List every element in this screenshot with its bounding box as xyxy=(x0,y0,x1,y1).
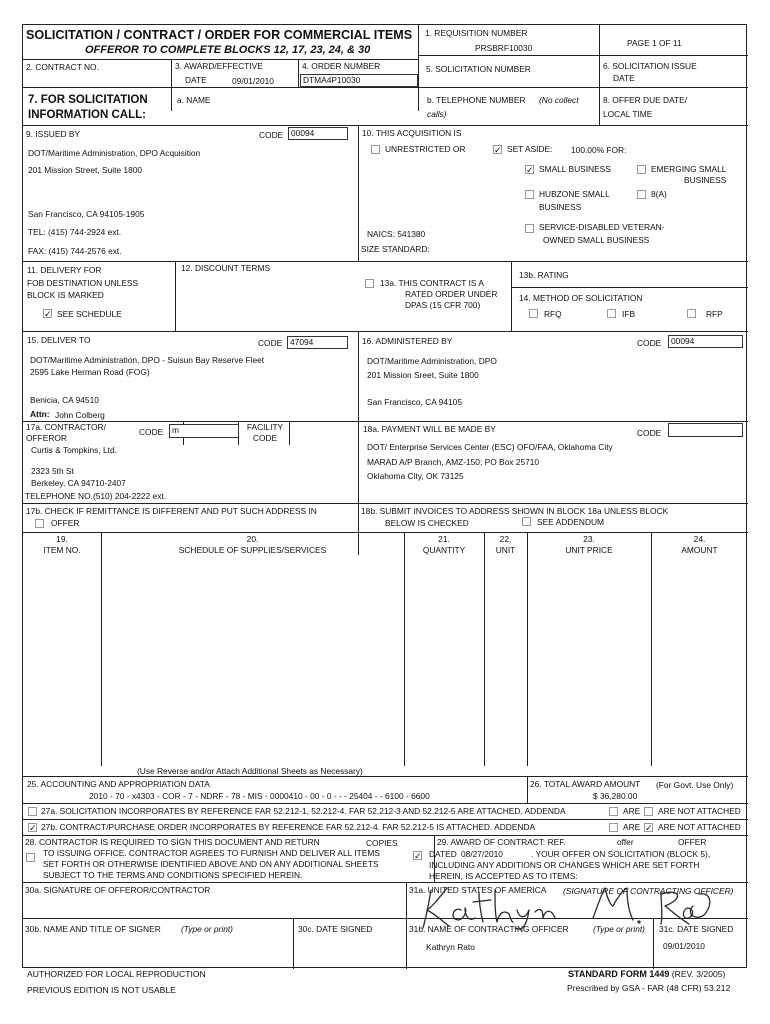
footer-reproduction: AUTHORIZED FOR LOCAL REPRODUCTION xyxy=(27,969,206,979)
eight-a-checkbox[interactable] xyxy=(637,190,646,199)
size-standard: SIZE STANDARD: xyxy=(361,244,430,254)
divider xyxy=(418,55,599,56)
b18b-label: 18b. SUBMIT INVOICES TO ADDRESS SHOWN IN BLOCK 18a UNLESS BLOCK xyxy=(361,506,669,516)
divider xyxy=(527,532,528,766)
b29-line-3: INCLUDING ANY ADDITIONS OR CHANGES WHICH ARE SET FORTH xyxy=(429,860,700,870)
emerging-checkbox[interactable] xyxy=(637,165,646,174)
b16-code-label: CODE xyxy=(637,338,662,348)
admin-address: 201 Mission Sreet, Suite 1800 xyxy=(367,370,479,380)
b13a-label-2: RATED ORDER UNDER xyxy=(405,289,498,299)
divider xyxy=(599,25,600,55)
total-award-amount: $ 36,280.00 xyxy=(593,791,638,801)
issuer-tel: TEL: (415) 744-2924 ext. xyxy=(28,227,122,237)
col19-num: 19. xyxy=(56,534,68,544)
divider xyxy=(23,835,748,836)
issuer-address: 201 Mission Street, Suite 1800 xyxy=(28,165,143,175)
b16-code-field xyxy=(668,335,743,348)
b29-line-2: . YOUR OFFER ON SOLICITATION (BLOCK 5), xyxy=(531,849,711,859)
divider xyxy=(23,776,748,777)
col24-num: 24. xyxy=(693,534,706,544)
addendum-label: SEE ADDENDUM xyxy=(537,517,605,527)
b30c-label: 30c. DATE SIGNED xyxy=(298,924,373,934)
signature-stroke xyxy=(473,892,491,922)
issuer-name: DOT/Maritime Administration, DPO Acquisition xyxy=(28,148,201,158)
divider xyxy=(23,331,748,332)
b27a-label: 27a. SOLICITATION INCORPORATES BY REFERENCE FAR 52.212-1, 52.212-4. FAR 52.212-3 AND 52.212-5 ARE ATTACHED. ADDENDA xyxy=(41,806,566,816)
b12-label: 12. DISCOUNT TERMS xyxy=(181,263,271,273)
b28-line-4: SUBJECT TO THE TERMS AND CONDITIONS SPECIFIED HEREIN. xyxy=(43,870,303,880)
b13a-label-3: DPAS (15 CFR 700) xyxy=(405,300,481,310)
b28-line-3: SET FORTH OR OTHERWISE IDENTIFIED ABOVE AND ON ANY ADDITIONAL SHEETS xyxy=(43,859,379,869)
b18-code-label: CODE xyxy=(637,428,662,438)
signature-stroke xyxy=(638,921,640,923)
b3-date-label: DATE xyxy=(185,75,207,85)
ifb-label: IFB xyxy=(622,309,636,319)
divider xyxy=(23,421,748,422)
contractor-city: Berkeley, CA 94710-2407 xyxy=(31,478,126,488)
naics: NAICS: 541380 xyxy=(367,229,426,239)
b18b-label-2: BELOW IS CHECKED xyxy=(385,518,469,528)
signature-stroke xyxy=(515,910,529,929)
b8-label: 8. OFFER DUE DATE/ xyxy=(603,95,688,105)
col22-num: 22. xyxy=(499,534,512,544)
divider xyxy=(511,287,748,288)
b31c-label: 31c. DATE SIGNED xyxy=(659,924,734,934)
27b-are-not-label: ARE NOT ATTACHED xyxy=(658,822,741,832)
signature-stroke xyxy=(453,908,475,920)
b28-copies: COPIES xyxy=(366,838,398,848)
hubzone-label-2: BUSINESS xyxy=(539,202,582,212)
col21-num: 21. xyxy=(438,534,450,544)
27b-are-label: ARE xyxy=(623,822,641,832)
b25-label: 25. ACCOUNTING AND APPROPRIATION DATA xyxy=(27,779,210,789)
b30b-note: (Type or print) xyxy=(181,924,233,934)
b30a-label: 30a. SIGNATURE OF OFFEROR/CONTRACTOR xyxy=(25,885,211,895)
divider xyxy=(23,125,748,126)
b15-label: 15. DELIVER TO xyxy=(27,335,91,345)
ifb-checkbox[interactable] xyxy=(607,309,616,318)
27b-checkbox[interactable]: ✓ xyxy=(29,823,37,833)
set-aside-checkbox[interactable]: ✓ xyxy=(494,145,502,155)
b31b-label: 31b. NAME OF CONTRACTING OFFICER xyxy=(409,924,569,934)
divider xyxy=(599,55,748,56)
b16-code: 00094 xyxy=(671,336,695,346)
small-business-checkbox[interactable]: ✓ xyxy=(526,165,534,175)
form-title: SOLICITATION / CONTRACT / ORDER FOR COMMERCIAL ITEMS xyxy=(26,28,413,42)
emerging-label-2: BUSINESS xyxy=(684,175,727,185)
sdvosb-checkbox[interactable] xyxy=(525,224,534,233)
divider xyxy=(298,59,299,87)
b14-label: 14. METHOD OF SOLICITATION xyxy=(519,293,643,303)
divider xyxy=(289,421,290,445)
payment-branch: MARAD A/P Branch, AMZ-150; PO Box 25710 xyxy=(367,457,540,467)
signature-stroke xyxy=(495,890,513,922)
facility-label-1: FACILITY xyxy=(246,422,284,432)
contractor-name: Curtis & Tompkins, Ltd. xyxy=(31,445,117,455)
issuer-fax: FAX: (415) 744-2576 ext. xyxy=(28,246,122,256)
divider xyxy=(175,261,176,331)
divider xyxy=(511,261,512,331)
b13b-label: 13b. RATING xyxy=(519,270,569,280)
b6-label: 6. SOLICITATION ISSUE xyxy=(603,61,697,71)
schedule-note: (Use Reverse and/or Attach Additional Sheets as Necessary) xyxy=(137,766,363,776)
b17-code-label: CODE xyxy=(139,427,164,437)
rfq-label: RFQ xyxy=(544,309,562,319)
divider xyxy=(171,59,172,111)
see-schedule-checkbox[interactable]: ✓ xyxy=(44,309,52,319)
29-checkbox[interactable]: ✓ xyxy=(414,851,422,861)
rfp-label: RFP xyxy=(706,309,723,319)
admin-name: DOT/Maritime Administration, DPO xyxy=(367,356,497,366)
b17-code: m xyxy=(172,425,179,435)
b29-line-4: HEREIN, IS ACCEPTED AS TO ITEMS: xyxy=(429,871,578,881)
attn-name: John Colberg xyxy=(55,410,105,420)
col20-num: 20. xyxy=(246,534,259,544)
b26-label: 26. TOTAL AWARD AMOUNT xyxy=(530,779,641,789)
deliver-to-address: 2595 Lake Herman Road (FOG) xyxy=(30,367,150,377)
b7b-note: (No collect xyxy=(539,95,579,105)
b7b-note-2: calls) xyxy=(427,109,447,119)
27a-checkbox[interactable] xyxy=(28,807,37,816)
divider xyxy=(404,532,405,766)
set-aside-label: SET ASIDE: xyxy=(507,144,553,154)
b28-line-2: TO ISSUING OFFICE. CONTRACTOR AGREES TO FURNISH AND DELIVER ALL ITEMS xyxy=(43,848,380,858)
b8-label-2: LOCAL TIME xyxy=(603,109,653,119)
b4-label: 4. ORDER NUMBER xyxy=(302,61,381,71)
addendum-checkbox[interactable] xyxy=(522,517,531,526)
b10-label: 10. THIS ACQUISITION IS xyxy=(362,128,462,138)
col23-header: UNIT PRICE xyxy=(565,545,613,555)
facility-label-2: CODE xyxy=(252,433,278,443)
b26-note: (For Govt. Use Only) xyxy=(656,780,734,790)
dpas-checkbox[interactable] xyxy=(365,279,374,288)
27a-are-not-checkbox[interactable] xyxy=(644,807,653,816)
b17a-label-2: OFFEROR xyxy=(26,433,67,443)
b29-ref: offer xyxy=(617,837,634,847)
b6-label-2: DATE xyxy=(613,73,635,83)
b31a-label: 31a. UNITED STATES OF AMERICA xyxy=(409,885,547,895)
payment-city: Oklahoma City, OK 73125 xyxy=(367,471,464,481)
contractor-tel: TELEPHONE NO.(510) 204-2222 ext. xyxy=(25,491,167,501)
divider xyxy=(23,87,748,88)
b15-code-label: CODE xyxy=(258,338,283,348)
b7-label-2: INFORMATION CALL: xyxy=(28,109,146,121)
27a-are-label: ARE xyxy=(623,806,641,816)
divider xyxy=(23,532,748,533)
eight-a-label: 8(A) xyxy=(651,189,667,199)
divider xyxy=(23,819,748,820)
b9-label: 9. ISSUED BY xyxy=(26,129,80,139)
footer-prescribed: Prescribed by GSA - FAR (48 CFR) 53.212 xyxy=(567,983,731,993)
b31b-note: (Type or print) xyxy=(593,924,645,934)
requisition-number: PRSBRF10030 xyxy=(475,43,533,53)
rfq-checkbox[interactable] xyxy=(529,309,538,318)
27b-are-not-checkbox[interactable]: ✓ xyxy=(645,823,653,833)
b5-label: 5. SOLICITATION NUMBER xyxy=(426,64,531,74)
b7a-label: a. NAME xyxy=(177,95,211,105)
admin-city: San Francisco, CA 94105 xyxy=(367,397,462,407)
b9-code-label: CODE xyxy=(259,130,284,140)
hubzone-label: HUBZONE SMALL xyxy=(539,189,610,199)
date-signed: 09/01/2010 xyxy=(663,941,705,951)
set-aside-percent: 100.00% FOR: xyxy=(571,145,627,155)
page-number: PAGE 1 OF 11 xyxy=(627,38,682,48)
b11-label-3: BLOCK IS MARKED xyxy=(27,290,104,300)
form-subtitle: OFFEROR TO COMPLETE BLOCKS 12, 17, 23, 24, & 30 xyxy=(85,44,371,56)
b17b-offer: OFFER xyxy=(51,518,80,528)
b13a-label-1: 13a. THIS CONTRACT IS A xyxy=(380,278,484,288)
b29-label: 29. AWARD OF CONTRACT: REF. xyxy=(437,837,566,847)
sdvosb-label: SERVICE-DISABLED VETERAN- xyxy=(539,222,665,232)
col23-num: 23. xyxy=(583,534,595,544)
b9-code-field xyxy=(288,127,348,140)
payment-office: DOT/ Enterprise Services Center (ESC) OFO/FAA, Oklahoma City xyxy=(367,442,613,452)
divider xyxy=(23,882,748,883)
divider xyxy=(358,331,359,555)
signature-stroke xyxy=(690,894,709,918)
b29-date: 08/27/2010 xyxy=(461,849,503,859)
remittance-checkbox[interactable] xyxy=(35,519,44,528)
accounting-data: 2010 - 70 - x4303 - COR - 7 - NDRF - 78 - MIS - 0000410 - 00 - 0 - - - 25404 - - 6100 - 6600 xyxy=(89,791,430,801)
divider xyxy=(358,125,359,261)
b28-line-1: 28. CONTRACTOR IS REQUIRED TO SIGN THIS DOCUMENT AND RETURN xyxy=(25,837,320,847)
unrestricted-checkbox[interactable] xyxy=(371,145,380,154)
b15-code-field xyxy=(287,336,348,349)
col21-header: QUANTITY xyxy=(422,545,466,555)
contractor-address: 2323 5th St xyxy=(31,466,74,476)
attn-label: Attn: xyxy=(30,409,50,419)
col22-header: UNIT xyxy=(495,545,516,555)
b29-dated: DATED xyxy=(429,849,457,859)
signature-stroke xyxy=(423,890,431,928)
small-business-label: SMALL BUSINESS xyxy=(539,164,611,174)
divider xyxy=(406,882,407,969)
order-number-field xyxy=(300,74,418,87)
standard-form-1449 xyxy=(22,24,747,968)
28-checkbox[interactable] xyxy=(26,853,35,862)
b9-code: 00094 xyxy=(291,128,315,138)
hubzone-checkbox[interactable] xyxy=(525,190,534,199)
see-schedule-label: SEE SCHEDULE xyxy=(57,309,122,319)
divider xyxy=(293,918,294,969)
divider xyxy=(101,532,102,766)
27b-are-checkbox[interactable] xyxy=(609,823,618,832)
contracting-officer-name: Kathryn Rato xyxy=(426,942,475,952)
b27b-label: 27b. CONTRACT/PURCHASE ORDER INCORPORATES BY REFERENCE FAR 52.212-4. FAR 52.212-5 IS ATTACHED. ADDENDA xyxy=(41,822,536,832)
b16-label: 16. ADMINISTERED BY xyxy=(362,336,453,346)
b29-offer: OFFER xyxy=(678,837,707,847)
col19-header: ITEM NO. xyxy=(43,545,81,555)
divider xyxy=(651,532,652,766)
col24-header: AMOUNT xyxy=(681,545,718,555)
divider xyxy=(23,261,748,262)
b17-code-field xyxy=(169,424,239,438)
b18a-label: 18a. PAYMENT WILL BE MADE BY xyxy=(363,424,496,434)
emerging-label: EMERGING SMALL xyxy=(651,164,727,174)
27a-are-not-label: ARE NOT ATTACHED xyxy=(658,806,741,816)
divider xyxy=(418,25,419,111)
b3-label: 3. AWARD/EFFECTIVE xyxy=(175,61,263,71)
divider xyxy=(484,532,485,766)
sdvosb-label-2: OWNED SMALL BUSINESS xyxy=(543,235,650,245)
award-date: 09/01/2010 xyxy=(232,76,274,86)
27a-are-checkbox[interactable] xyxy=(609,807,618,816)
signature-stroke xyxy=(535,910,555,918)
unrestricted-label: UNRESTRICTED OR xyxy=(385,144,466,154)
b11-label-1: 11. DELIVERY FOR xyxy=(27,265,102,275)
divider xyxy=(23,503,748,504)
signature-stroke xyxy=(593,888,633,920)
deliver-to-city: Benicia, CA 94510 xyxy=(30,395,99,405)
col20-header: SCHEDULE OF SUPPLIES/SERVICES xyxy=(178,545,327,555)
b31a-note: (SIGNATURE OF CONTRACTING OFFICER) xyxy=(563,886,734,896)
deliver-to-name: DOT/Maritime Administration, DPO - Suisun Bay Reserve Fleet xyxy=(30,355,265,365)
order-number: DTMA4P10030 xyxy=(303,75,361,85)
divider xyxy=(599,55,600,125)
contracting-officer-signature xyxy=(417,884,717,930)
issuer-city: San Francisco, CA 94105-1905 xyxy=(28,209,145,219)
b11-label-2: FOB DESTINATION UNLESS xyxy=(27,278,139,288)
b7-label-1: 7. FOR SOLICITATION xyxy=(28,94,148,106)
b17a-label-1: 17a. CONTRACTOR/ xyxy=(26,422,106,432)
signature-stroke xyxy=(661,892,689,924)
rfp-checkbox[interactable] xyxy=(687,309,696,318)
divider xyxy=(23,59,418,60)
b18-code-field xyxy=(668,423,743,437)
footer-form-name: STANDARD FORM 1449 xyxy=(568,969,670,979)
footer-form-rev: (REV. 3/2005) xyxy=(671,969,726,979)
b17b-label: 17b. CHECK IF REMITTANCE IS DIFFERENT AND PUT SUCH ADDRESS IN xyxy=(26,506,317,516)
footer-previous-edition: PREVIOUS EDITION IS NOT USABLE xyxy=(27,985,176,995)
b15-code: 47094 xyxy=(290,337,314,347)
b7b-label: b. TELEPHONE NUMBER xyxy=(427,95,526,105)
b30b-label: 30b. NAME AND TITLE OF SIGNER xyxy=(25,924,161,934)
b1-label: 1. REQUISITION NUMBER xyxy=(425,28,528,38)
divider xyxy=(527,776,528,803)
divider xyxy=(23,803,748,804)
b2-label: 2. CONTRACT NO. xyxy=(26,62,99,72)
